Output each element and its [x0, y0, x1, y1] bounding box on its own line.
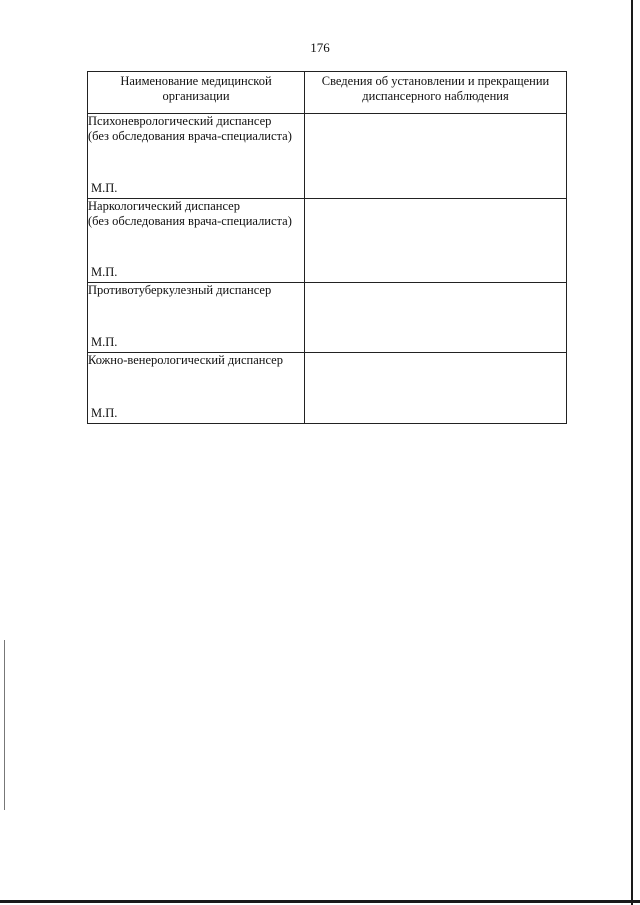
organization-cell-dermatovenerological	[88, 353, 305, 424]
organization-cell-psychoneurological	[88, 114, 305, 199]
observation-info-cell[interactable]	[305, 199, 567, 283]
organization-title: Психоневрологический диспансер	[88, 114, 272, 128]
organization-title: Кожно-венерологический диспансер	[88, 353, 283, 367]
stamp-placeholder: М.П.	[91, 265, 118, 279]
organization-cell-tuberculosis	[88, 283, 305, 353]
stamp-placeholder: М.П.	[91, 406, 118, 420]
header-organization-name: Наименование медицинской организации	[88, 72, 305, 114]
page-number: 176	[310, 40, 330, 55]
scan-border-bottom	[0, 900, 640, 903]
scan-border-right	[631, 0, 633, 905]
table-row	[88, 199, 567, 283]
stamp-placeholder: М.П.	[91, 181, 118, 195]
table-row	[88, 283, 567, 353]
stamp-placeholder: М.П.	[91, 335, 118, 349]
dispensary-registry-table	[87, 71, 567, 424]
observation-info-cell[interactable]	[305, 353, 567, 424]
table-header-row	[88, 72, 567, 114]
organization-cell-narcological	[88, 199, 305, 283]
header-observation-info: Сведения об установлении и прекращении диспансерного наблюдения	[305, 72, 567, 114]
organization-title: Противотуберкулезный диспансер	[88, 283, 272, 297]
organization-title: Наркологический диспансер	[88, 199, 240, 213]
observation-info-cell[interactable]	[305, 283, 567, 353]
organization-note: (без обследования врача-специалиста)	[88, 129, 292, 143]
table-row	[88, 353, 567, 424]
organization-note: (без обследования врача-специалиста)	[88, 214, 292, 228]
scan-border-left	[4, 640, 5, 810]
table-row	[88, 114, 567, 199]
observation-info-cell[interactable]	[305, 114, 567, 199]
